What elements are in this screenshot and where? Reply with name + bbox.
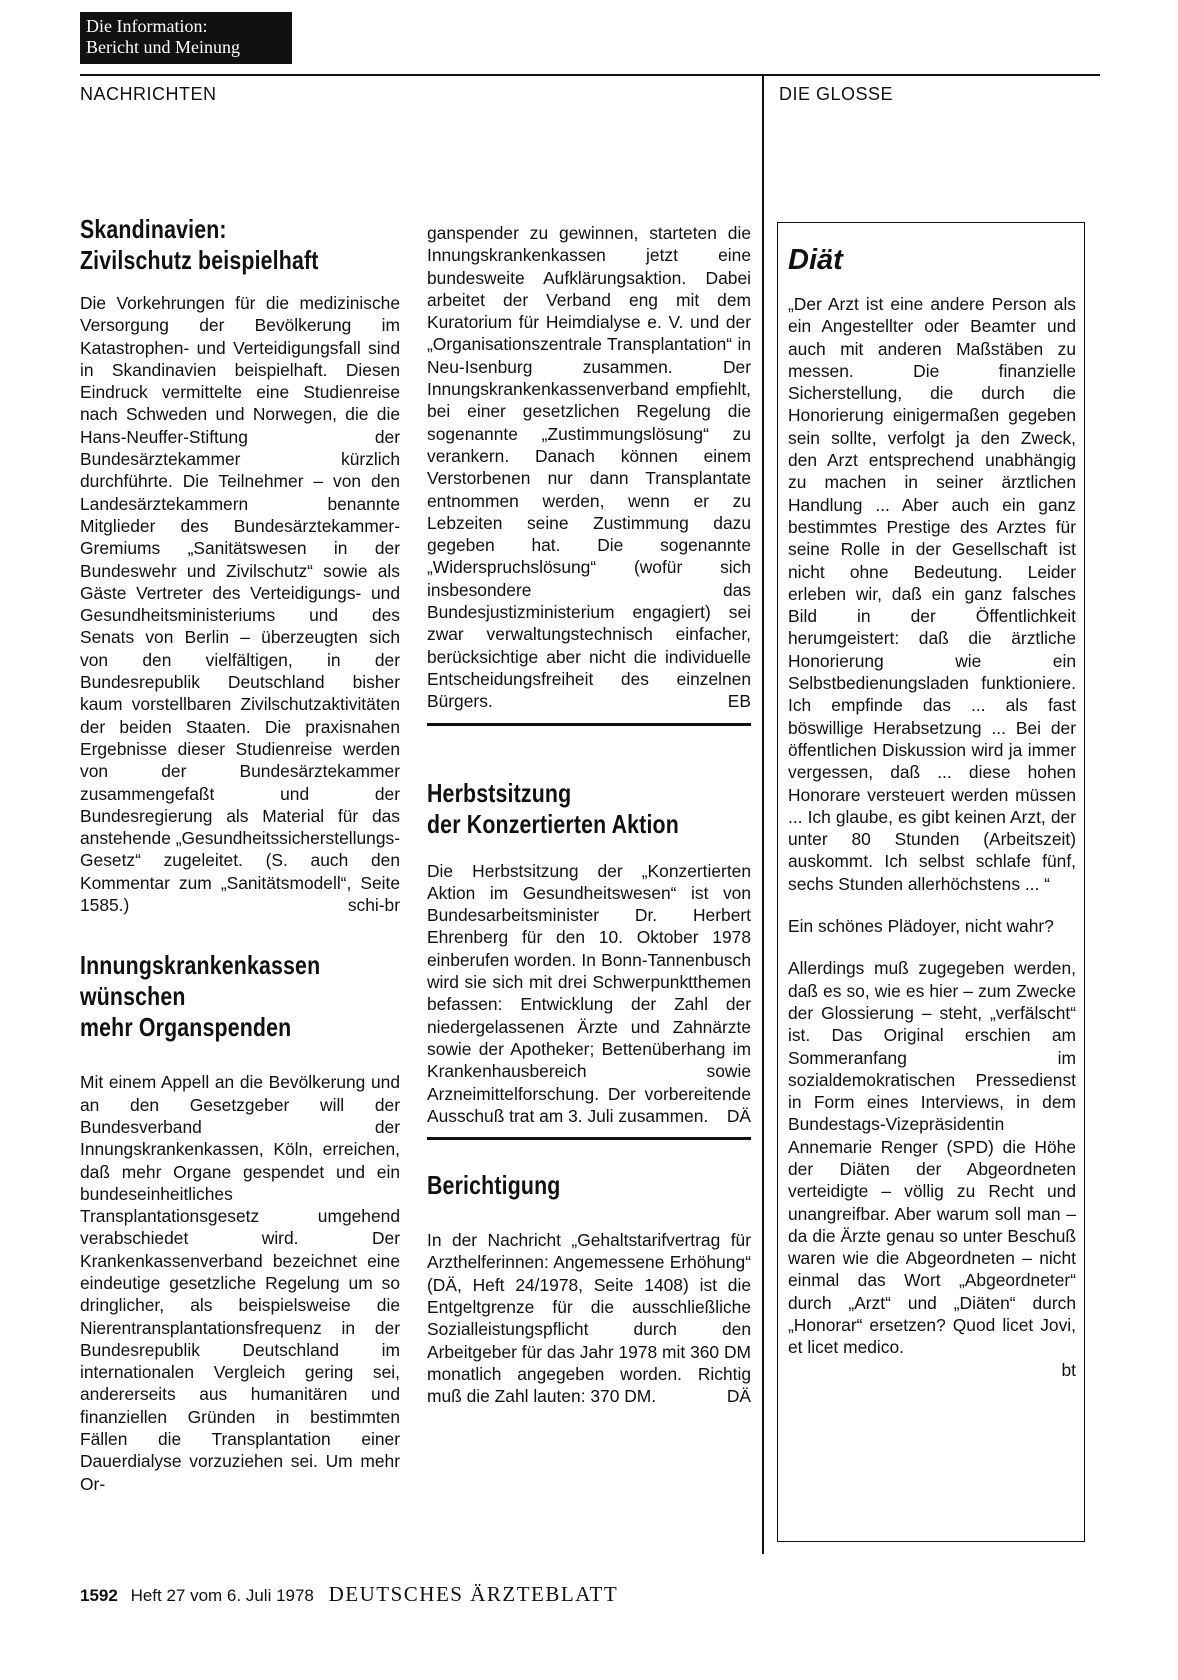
headline-innung-line-2: wünschen [80, 981, 186, 1012]
article-skandinavien [80, 214, 400, 916]
page-number: 1592 [80, 1586, 118, 1605]
issue-info: Heft 27 vom 6. Juli 1978 [130, 1586, 314, 1605]
article-innung [80, 950, 400, 1495]
page-footer [80, 1582, 618, 1607]
article-text: ganspender zu gewinnen, starteten die Innungskrankenkassen jetzt eine bundesweite Aufklärungsaktion. Dabei arbeitet der Verband eng mit dem Kuratorium für Heimdialyse e. V. und der „Organisationszentrale Transplantation“ in Neu-Isenburg zusammen. Der Innungskrankenkassenverband empfiehlt, bei einer gesetzlichen Regelung die sogenannte „Zustimmungslösung“ zu verankern. Danach können einem Verstorbenen nur dann Transplantate entnommen werden, wenn er zu Lebzeiten seine Zustimmung dazu gegeben hat. Die sogenannte „Widerspruchslösung“ (wofür sich insbesondere das Bundesjustizministerium engagiert) sei zwar verwaltungstechnisch einfacher, berücksichtige aber nicht die individuelle Entscheidungsfreiheit des einzelnen Bürgers. [427, 223, 751, 712]
author-sign: DÄ [726, 1386, 751, 1407]
gloss-paragraph-2: Ein schönes Plädoyer, nicht wahr? [788, 916, 1054, 937]
article-text: Mit einem Appell an die Bevölkerung und an den Gesetzgeber will der Bundesverband der Innungskrankenkassen, Köln, erreichen, daß mehr Organe gespendet und ein bundeseinheitliches Transplantationsgesetz umgehend verabschiedet wird. Der Krankenkassenverband bezeichnet eine eindeutige gesetzliche Regelung um so dringlicher, als beispielsweise die Nierentransplantationsfrequenz in der Bundesrepublik Deutschland im internationalen Vergleich gering sei, andererseits aus humanitären und finanziellen Gründen in bestimmten Fällen die Transplantation einer Dauerdialyse vorzuziehen sei. Um mehr Or- [80, 1072, 400, 1494]
gloss-title: Diät [788, 244, 843, 276]
headline-berichtigung: Berichtigung [427, 1170, 561, 1201]
news-column-1 [80, 214, 400, 1495]
headline-skandinavien-line-1: Skandinavien: [80, 214, 227, 244]
article-berichtigung [427, 1170, 751, 1407]
gloss-paragraph-1: „Der Arzt ist eine andere Person als ein Angestellter oder Beamter und auch mit anderen Maßstäben zu messen. Die finanzielle Sicherstellung, die durch die Honorierung einigermaßen gegeben sein sollte, verfolgt ja den Zweck, den Arzt entsprechend unabhängig zu machen in seiner ärztlichen Handlung ... Aber auch ein ganz bestimmtes Prestige des Arztes für seine Rolle in der Gesellschaft ist nicht ohne Bedeutung. Leider erleben wir, daß ein ganz falsches Bild in der Öffentlichkeit herumgeistert: daß die ärztliche Honorierung wie ein Selbstbedienungsladen funktioniere. Ich empfinde das ... als fast böswillige Herabsetzung ... Bei der öffentlichen Diskussion wird ja immer vergessen, daß ... diese hohen Honorare versteuert werden müssen ... Ich glaube, es gibt keinen Arzt, der unter 80 Stunden (Arbeitszeit) auskommt. Ich selbst schlafe fünf, sechs Stunden allerhöchstens ... “ [788, 294, 1076, 894]
article-herbst [427, 778, 751, 1128]
article-divider [427, 1137, 751, 1140]
article-text: In der Nachricht „Gehaltstarifvertrag für Arzthelferinnen: Angemessene Erhöhung“ (DÄ, Heft 24/1978, Seite 1408) ist die Entgeltgrenze für die ausschließliche Sozialleistungspflicht durch den Arbeitgeber für das Jahr 1978 mit 360 DM monatlich angegeben worden. Richtig muß die Zahl lauten: 370 DM. [427, 1230, 751, 1407]
label-line-1: Die Information: [86, 16, 208, 36]
masthead: DEUTSCHES ÄRZTEBLATT [328, 1582, 619, 1606]
section-heading-glosse: DIE GLOSSE [779, 84, 894, 104]
author-sign: EB [727, 691, 751, 712]
article-body [427, 860, 751, 1128]
section-heading-nachrichten: NACHRICHTEN [80, 84, 217, 104]
headline-herbst-line-1: Herbstsitzung [427, 777, 572, 808]
label-line-2: Bericht und Meinung [86, 37, 240, 57]
article-body [427, 222, 751, 713]
article-divider [427, 723, 751, 726]
article-text: Die Herbstsitzung der „Konzertierten Aktion im Gesundheitswesen“ ist von Bundesarbeitsminister Dr. Herbert Ehrenberg für den 10. Oktober 1978 einberufen worden. In Bonn-Tannenbusch wird sie sich mit drei Schwerpunktthemen befassen: Entwicklung der Zahl der niedergelassenen Ärzte und Zahnärzte sowie der Apotheker; Bettenüberhang im Krankenhausbereich sowie Arzneimittelforschung. Der vorbereitende Ausschuß trat am 3. Juli zusammen. [427, 860, 751, 1126]
headline-innung-line-3: mehr Organspenden [80, 1012, 292, 1043]
author-sign: DÄ [726, 1105, 751, 1126]
headline-herbst-line-2: der Konzertierten Aktion [427, 808, 679, 839]
article-body [427, 1229, 751, 1407]
section-label-box [80, 12, 292, 64]
headline-innung-line-1: Innungskrankenkassen [80, 950, 321, 981]
headline-skandinavien-line-2: Zivilschutz beispielhaft [80, 245, 319, 275]
article-body [80, 292, 400, 916]
gloss-sign: bt [1061, 1359, 1076, 1380]
column-divider [762, 74, 764, 1554]
news-column-2 [427, 222, 751, 1407]
gloss-content [788, 243, 1076, 1381]
author-sign: schi-br [347, 895, 400, 916]
gloss-paragraph-3: Allerdings muß zugegeben werden, daß es so, wie es hier – zum Zwecke der Glossierung – steht, „verfälscht“ ist. Das Original erschien am Sommeranfang im sozialdemokratischen Pressedienst in Form eines Interviews, in dem Bundestags-Vizepräsidentin Annemarie Renger (SPD) die Höhe der Diäten der Abgeordneten verteidigte – völlig zu Recht und unangreifbar. Aber warum soll man – da die Ärzte genau so unter Beschuß waren wie die Abgeordneten – nicht einmal das Wort „Abgeordneter“ durch „Arzt“ und „Diäten“ durch „Honorar“ ersetzen? Quod licet Jovi, et licet medico. [788, 958, 1076, 1358]
article-text: Die Vorkehrungen für die medizinische Versorgung der Bevölkerung im Katastrophen- und Verteidigungsfall sind in Skandinavien beispielhaft. Diesen Eindruck vermittelte eine Studienreise nach Schweden und Norwegen, die die Hans-Neuffer-Stiftung der Bundesärztekammer kürzlich durchführte. Die Teilnehmer – von den Landesärztekammern benannte Mitglieder des Bundesärztekammer-Gremiums „Sanitätswesen in der Bundeswehr und Zivilschutz“ sowie als Gäste Vertreter des Verteidigungs- und Gesundheitsministeriums und des Senats von Berlin – überzeugten sich von den vielfältigen, in der Bundesrepublik Deutschland bisher kaum vorstellbaren Zivilschutzaktivitäten der beiden Staaten. Die praxisnahen Ergebnisse dieser Studienreise werden von der Bundesärztekammer zusammengefaßt und der Bundesregierung als Material für das anstehende „Gesundheitssicherstellungs-Gesetz“ zugeleitet. (S. auch den Kommentar zum „Sanitätsmodell“, Seite 1585.) [80, 293, 400, 916]
gloss-box [777, 222, 1085, 1542]
top-rule [80, 74, 1100, 76]
